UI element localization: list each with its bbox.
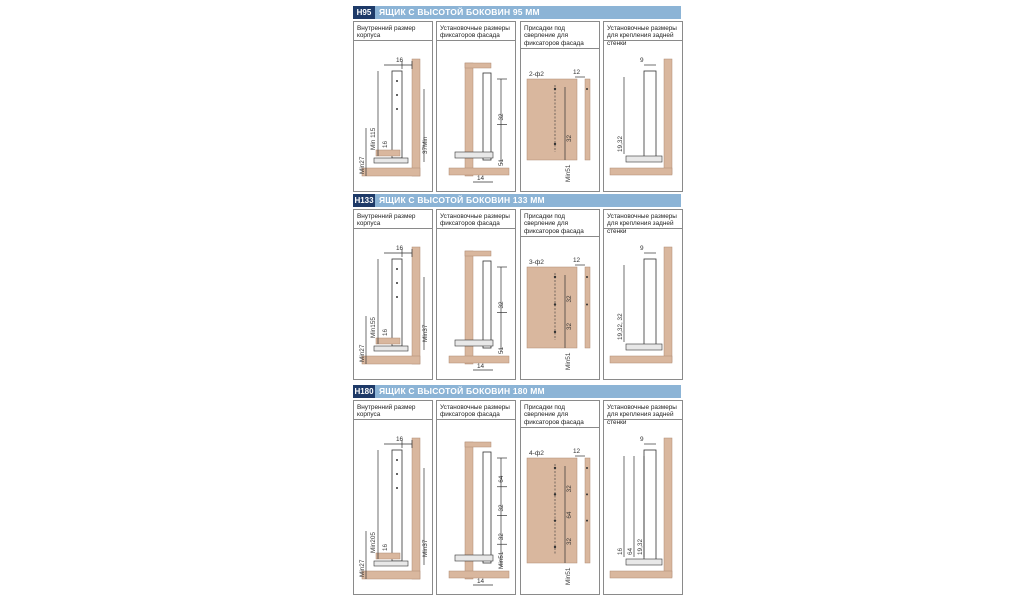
- drill-hole: [554, 88, 556, 90]
- dim-label-back: 64: [627, 547, 634, 555]
- top-rail: [465, 442, 491, 447]
- runner-rail: [626, 156, 662, 162]
- dim-label-min51: Min51: [565, 164, 572, 182]
- dim-label-min27: Min27: [359, 344, 366, 362]
- screw-hole: [396, 296, 398, 298]
- drill-hole: [554, 331, 556, 333]
- screw-hole: [396, 282, 398, 284]
- dim-label-16: 16: [382, 140, 389, 148]
- screw-hole: [396, 94, 398, 96]
- runner-rail: [626, 344, 662, 350]
- dim-label-pitch: 32: [566, 485, 573, 493]
- panel-caption: Установочные размеры для крепления задней стенки: [607, 213, 677, 235]
- drawer-section: [353, 385, 681, 585]
- panel-caption: Присадки под сверление для фиксаторов фасада: [524, 213, 584, 235]
- dim-label-back: 19,32: [617, 136, 624, 152]
- dim-label-min51: Min51: [565, 352, 572, 370]
- cabinet-bottom-panel: [362, 168, 420, 176]
- drawer-side: [392, 259, 402, 346]
- back-panel-bracket: [644, 259, 656, 346]
- cabinet-side-panel: [412, 438, 420, 579]
- hole-count-label: 2-ф2: [529, 71, 544, 78]
- dim-label-min27: Min27: [359, 156, 366, 174]
- dim-label-min37: Min37: [422, 539, 429, 557]
- dim-label-facade: 51: [498, 158, 505, 166]
- section-header: [353, 6, 681, 19]
- drill-hole: [554, 467, 556, 469]
- diagram-panel: [436, 21, 516, 192]
- drawer-bottom: [376, 150, 400, 156]
- panel-caption: Установочные размеры для крепления задней стенки: [607, 404, 677, 426]
- facade-panel: [465, 63, 473, 176]
- cabinet-side-panel: [412, 247, 420, 364]
- screw-hole: [396, 268, 398, 270]
- cabinet-bottom-panel: [362, 356, 420, 364]
- runner-rail: [374, 346, 408, 351]
- section-code-badge: H95: [353, 6, 375, 19]
- panel-caption: Присадки под сверление для фиксаторов фасада: [524, 404, 584, 426]
- drill-hole: [586, 467, 588, 469]
- diagram-panel: [353, 400, 433, 595]
- runner-rail: [374, 158, 408, 163]
- drill-hole: [554, 493, 556, 495]
- drill-hole: [554, 519, 556, 521]
- dim-label-facade: 64: [498, 475, 505, 483]
- drawer-side: [483, 452, 491, 563]
- hole-count-label: 3-ф2: [529, 259, 544, 266]
- cabinet-bottom-panel: [449, 168, 509, 175]
- dim-label-min-height: Min155: [370, 317, 377, 338]
- drill-hole: [554, 276, 556, 278]
- back-panel-bracket: [644, 71, 656, 158]
- dim-label-16: 16: [382, 328, 389, 336]
- cabinet-bottom-panel: [362, 571, 420, 579]
- screw-hole: [396, 80, 398, 82]
- diagram-panel: [353, 209, 433, 380]
- drill-hole: [586, 276, 588, 278]
- dim-label-9: 9: [640, 57, 644, 64]
- dim-label-pitch: 32: [566, 322, 573, 330]
- dim-label-9: 9: [640, 245, 644, 252]
- diagram-panel: [436, 209, 516, 380]
- drill-hole: [554, 143, 556, 145]
- facade-panel: [527, 458, 577, 563]
- runner-rail: [455, 555, 493, 561]
- section-title: ЯЩИК С ВЫСОТОЙ БОКОВИН 180 ММ: [379, 386, 545, 396]
- dim-label-16: 16: [396, 57, 404, 64]
- dim-label-9: 9: [640, 436, 644, 443]
- runner-rail: [455, 340, 493, 346]
- dim-label-16: 16: [396, 245, 404, 252]
- dim-label-min37: 37Min: [422, 136, 429, 154]
- panel-caption: Установочные размеры фиксаторов фасада: [440, 25, 510, 40]
- runner-rail: [626, 559, 662, 565]
- dim-label-12: 12: [573, 69, 581, 76]
- panel-caption: Установочные размеры для крепления задней стенки: [607, 25, 677, 47]
- facade-panel: [527, 267, 577, 348]
- drill-hole: [554, 303, 556, 305]
- screw-hole: [396, 108, 398, 110]
- diagram-panel: [603, 400, 683, 595]
- panel-caption: Внутренний размер корпуса: [357, 213, 416, 228]
- dim-label-14: 14: [477, 363, 485, 370]
- technical-drawing: [437, 420, 515, 593]
- facade-edge: [585, 79, 590, 160]
- technical-drawing: [604, 229, 682, 378]
- cabinet-side-panel: [664, 247, 672, 362]
- dim-label-min51: Min51: [565, 567, 572, 585]
- hole-count-label: 4-ф2: [529, 450, 544, 457]
- facade-edge: [585, 267, 590, 348]
- section-title: ЯЩИК С ВЫСОТОЙ БОКОВИН 133 ММ: [379, 195, 545, 205]
- diagram-panel: [520, 400, 600, 595]
- cabinet-bottom-panel: [610, 356, 672, 363]
- dim-label-12: 12: [573, 448, 581, 455]
- dim-label-facade: 32: [498, 504, 505, 512]
- drawer-bottom: [376, 338, 400, 344]
- section-header: [353, 194, 681, 207]
- dim-label-12: 12: [573, 257, 581, 264]
- cabinet-bottom-panel: [449, 571, 509, 578]
- runner-rail: [455, 152, 493, 158]
- section-header: [353, 385, 681, 398]
- technical-drawing: [521, 49, 599, 190]
- top-rail: [465, 251, 491, 256]
- screw-hole: [396, 487, 398, 489]
- cabinet-bottom-panel: [610, 571, 672, 578]
- drawer-section: [353, 194, 681, 370]
- panel-caption: Внутренний размер корпуса: [357, 25, 416, 40]
- dim-label-facade: 32: [498, 301, 505, 309]
- dim-label-14: 14: [477, 175, 485, 182]
- dim-label-pitch: 32: [566, 295, 573, 303]
- technical-drawing: [604, 41, 682, 190]
- drill-hole: [586, 493, 588, 495]
- drawer-side: [392, 71, 402, 158]
- technical-drawing: [604, 420, 682, 593]
- drawer-side: [392, 450, 402, 561]
- dim-label-back: 19,32: [637, 539, 644, 555]
- cabinet-bottom-panel: [449, 356, 509, 363]
- facade-panel: [527, 79, 577, 160]
- technical-drawing: [354, 420, 432, 593]
- drawer-side: [483, 261, 491, 348]
- diagram-panel: [520, 209, 600, 380]
- dim-label-back: 16: [617, 547, 624, 555]
- top-rail: [465, 63, 491, 68]
- dim-label-min-height: Min205: [370, 532, 377, 553]
- section-code-badge: H133: [354, 196, 374, 205]
- dim-label-min-height: Min 115: [370, 127, 377, 150]
- panel-caption: Установочные размеры фиксаторов фасада: [440, 404, 510, 419]
- dim-label-pitch: 32: [566, 537, 573, 545]
- runner-rail: [374, 561, 408, 566]
- technical-drawing: [437, 41, 515, 190]
- drill-hole: [586, 88, 588, 90]
- dim-label-facade: 32: [498, 113, 505, 121]
- technical-drawing: [354, 229, 432, 378]
- drill-hole: [554, 546, 556, 548]
- dim-label-pitch: 32: [566, 134, 573, 142]
- diagram-panel: [603, 209, 683, 380]
- facade-edge: [585, 458, 590, 563]
- panel-caption: Установочные размеры фиксаторов фасада: [440, 213, 510, 228]
- technical-drawing: [437, 229, 515, 378]
- diagram-panel: [436, 400, 516, 595]
- diagram-panel: [520, 21, 600, 192]
- facade-panel: [465, 251, 473, 364]
- section-title: ЯЩИК С ВЫСОТОЙ БОКОВИН 95 ММ: [379, 7, 540, 17]
- cabinet-side-panel: [412, 59, 420, 176]
- dim-label-min27: Min27: [359, 559, 366, 577]
- cabinet-side-panel: [664, 59, 672, 174]
- diagram-panel: [603, 21, 683, 192]
- dim-label-facade: Min51: [498, 551, 505, 569]
- drill-hole: [586, 304, 588, 306]
- dim-label-pitch: 64: [566, 511, 573, 519]
- dim-label-16: 16: [396, 436, 404, 443]
- panel-caption: Внутренний размер корпуса: [357, 404, 416, 419]
- technical-drawing: [354, 41, 432, 190]
- drawer-bottom: [376, 553, 400, 559]
- panel-caption: Присадки под сверление для фиксаторов фасада: [524, 25, 584, 47]
- drill-hole: [586, 520, 588, 522]
- dim-label-16: 16: [382, 543, 389, 551]
- drawer-section: [353, 6, 681, 182]
- drawer-side: [483, 73, 491, 160]
- screw-hole: [396, 459, 398, 461]
- section-code-badge: H180: [354, 387, 374, 396]
- dim-label-facade: 51: [498, 346, 505, 354]
- cabinet-side-panel: [664, 438, 672, 577]
- dim-label-14: 14: [477, 578, 485, 585]
- dim-label-back: 19,32, 32: [617, 313, 624, 340]
- dim-label-facade: 32: [498, 533, 505, 541]
- dim-label-min37: Min37: [422, 324, 429, 342]
- technical-drawing: [521, 237, 599, 378]
- back-panel-bracket: [644, 450, 656, 561]
- technical-drawing: [521, 428, 599, 593]
- screw-hole: [396, 473, 398, 475]
- cabinet-bottom-panel: [610, 168, 672, 175]
- diagram-panel: [353, 21, 433, 192]
